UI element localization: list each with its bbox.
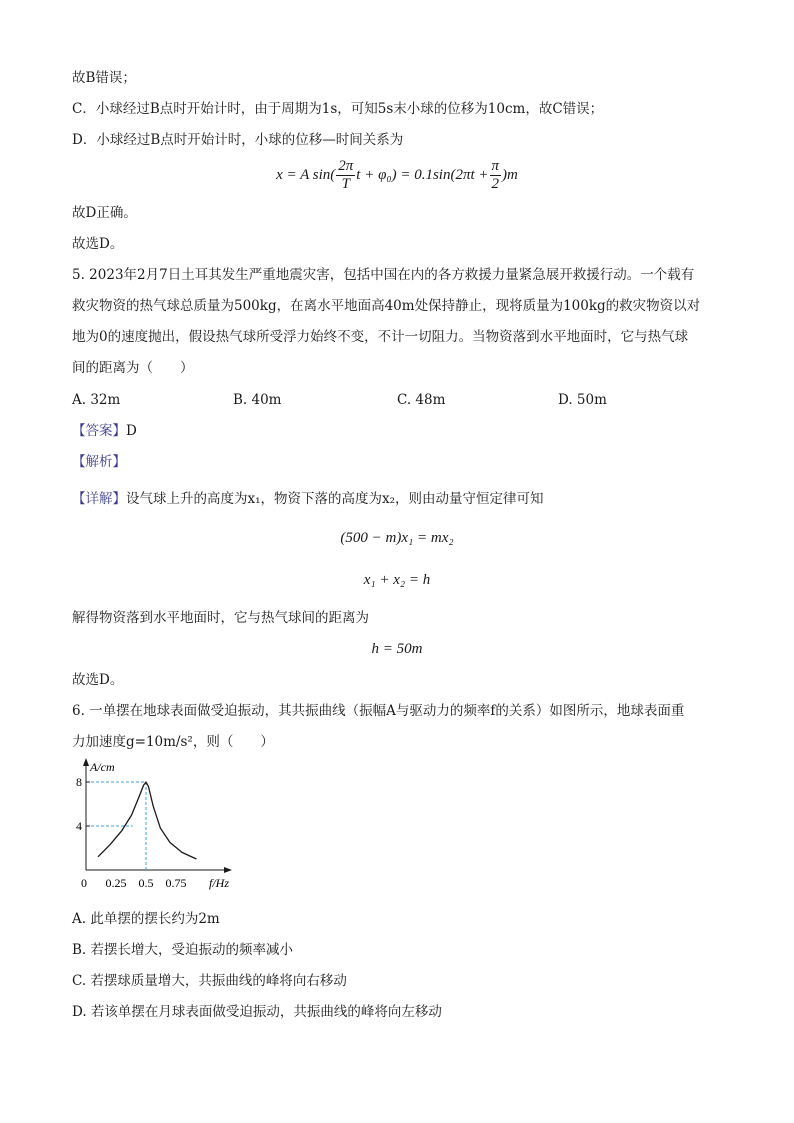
text-line: D．小球经过B点时开始计时，小球的位移—时间关系为 — [72, 132, 404, 148]
x-axis-label: f/Hz — [208, 876, 230, 890]
answer-line — [72, 421, 137, 441]
text-line: 故B错误； — [72, 70, 136, 86]
x-axis-arrow — [224, 867, 232, 873]
equation-sum: x₁ + x₂ = h — [363, 572, 431, 588]
answer-value: D — [126, 423, 137, 439]
x-tick-label: 0.75 — [165, 876, 187, 890]
resonance-curve — [98, 782, 196, 859]
option: A. 此单摆的摆长约为2m — [72, 911, 220, 927]
x-tick-label: 0 — [81, 876, 87, 890]
option: B. 40m — [233, 392, 282, 408]
answer-tag: 【答案】 — [72, 423, 126, 439]
text-line: 间的距离为（ ） — [72, 360, 194, 376]
detail-line — [72, 489, 544, 509]
y-tick-label: 8 — [76, 775, 82, 789]
text-line: 故D正确。 — [72, 205, 137, 221]
text-line: C．小球经过B点时开始计时，由于周期为1s，可知5s末小球的位移为10cm，故C错误； — [72, 101, 604, 117]
detail-tag: 【详解】 — [72, 491, 126, 507]
equation-displacement: x = A sin( $\frac{2\pi}{T}$ t + φ₀) = 0.1sin(2πt + $\frac{\pi}{2}$ )m — [276, 158, 518, 193]
y-tick-label: 4 — [76, 819, 82, 833]
text-line: 故选D。 — [72, 236, 124, 252]
text-line: 地为0的速度抛出，假设热气球所受浮力始终不变，不计一切阻力。当物资落到水平地面时，它与热气球 — [72, 329, 689, 345]
text-line: 力加速度g=10m/s²，则（ ） — [72, 734, 274, 750]
option: D. 若该单摆在月球表面做受迫振动，共振曲线的峰将向左移动 — [72, 1004, 442, 1020]
option: A. 32m — [72, 392, 121, 408]
y-axis-arrow — [83, 758, 89, 766]
analysis-tag: 【解析】 — [72, 454, 126, 470]
x-tick-label: 0.5 — [138, 876, 154, 890]
y-axis-label: A/cm — [90, 760, 115, 774]
option: B. 若摆长增大，受迫振动的频率减小 — [72, 942, 294, 958]
resonance-curve-chart — [70, 758, 250, 893]
option: C. 若摆球质量增大，共振曲线的峰将向右移动 — [72, 973, 347, 989]
text-line: 6. 一单摆在地球表面做受迫振动，其共振曲线（振幅A与驱动力的频率f的关系）如图所示，地球表面重 — [72, 703, 685, 719]
text-line: 救灾物资的热气球总质量为500kg，在离水平地面高40m处保持静止，现将质量为100kg的救灾物资以对 — [72, 298, 701, 314]
equation-result: h = 50m — [371, 641, 423, 657]
equation-momentum: (500 − m)x₁ = mx₂ — [340, 530, 454, 546]
text-line: 故选D。 — [72, 672, 124, 688]
option: D. 50m — [558, 392, 607, 408]
text-line: 5. 2023年2月7日土耳其发生严重地震灾害，包括中国在内的各方救援力量紧急展开救援行动。一个载有 — [72, 267, 695, 283]
detail-text: 设气球上升的高度为x₁，物资下落的高度为x₂，则由动量守恒定律可知 — [126, 491, 544, 507]
option: C. 48m — [397, 392, 446, 408]
text-line: 解得物资落到水平地面时，它与热气球间的距离为 — [72, 610, 369, 626]
x-tick-label: 0.25 — [105, 876, 127, 890]
